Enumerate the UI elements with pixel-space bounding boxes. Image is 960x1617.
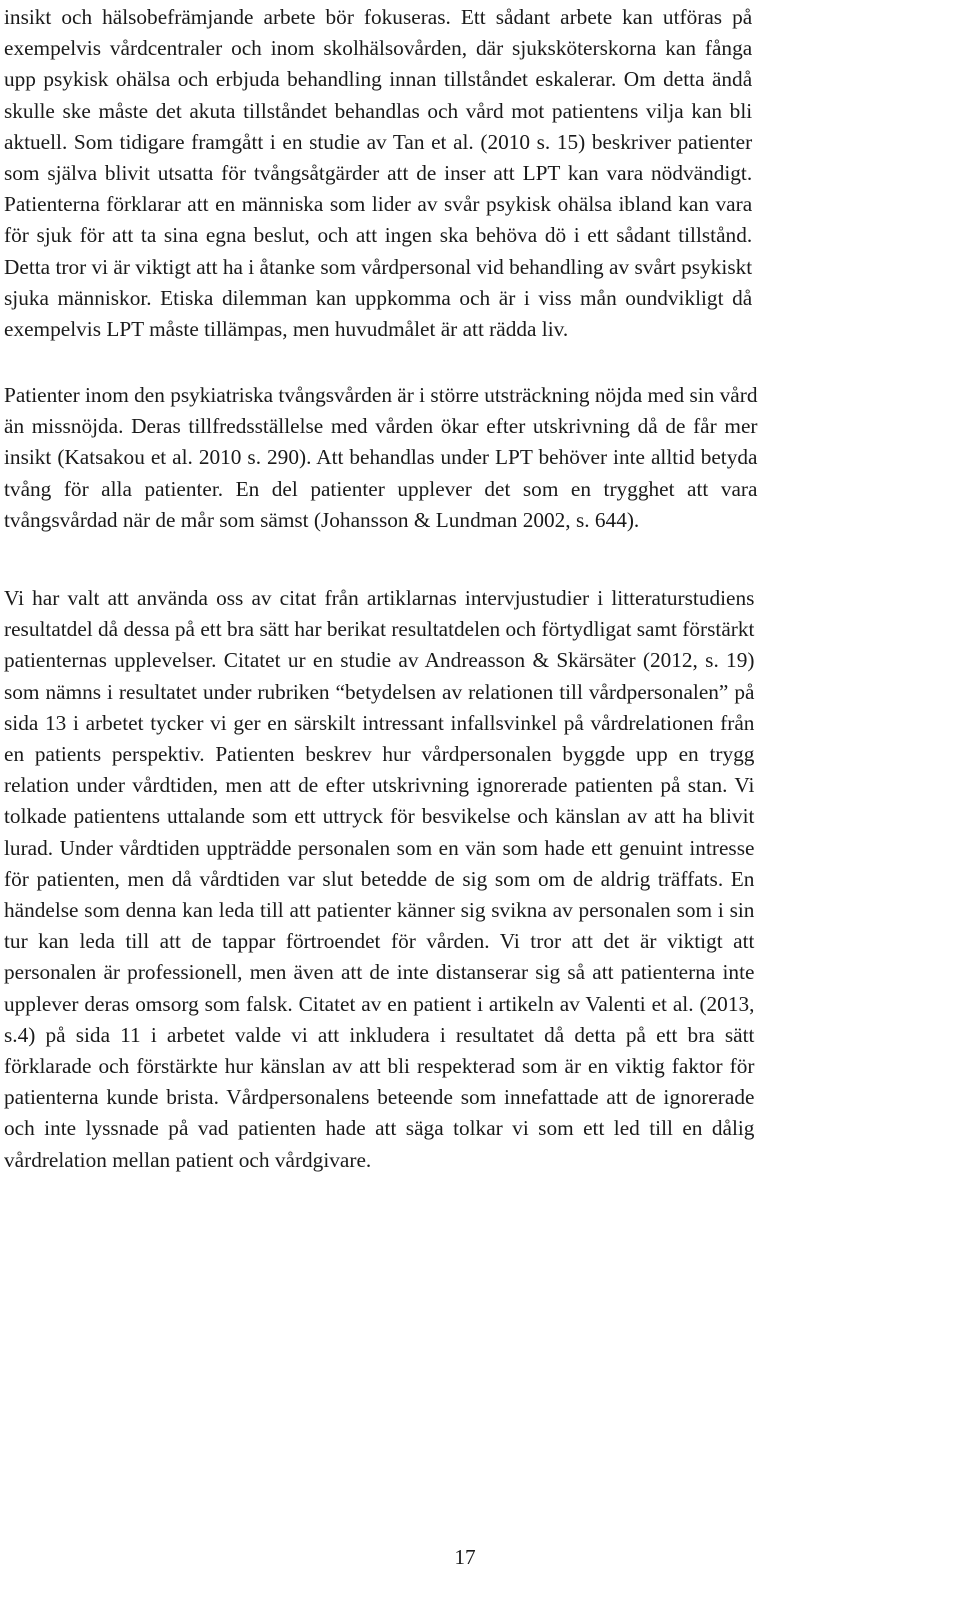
text-line: en patients perspektiv. Patienten beskrev hur vårdpersonalen byggde upp en trygg xyxy=(4,742,755,767)
text-line: för patienten, men då vårdtiden var slut betedde de sig som om de aldrig träffats. En xyxy=(4,866,755,891)
text-line: exempelvis LPT måste tillämpas, men huvudmålet är att rädda liv. xyxy=(4,317,569,342)
text-line: sida 13 i arbetet tycker vi ger en särskilt intressant infallsvinkel på vårdrelationen från xyxy=(4,710,755,735)
text-line: för sjuk för att ta sina egna beslut, och att ingen ska behöva dö i ett sådant tillstånd. xyxy=(4,223,753,248)
text-line: förklarade och förstärkte hur känslan av att bli respekterad som är en viktig faktor för xyxy=(4,1054,755,1079)
text-line: upplever deras omsorg som falsk. Citatet av en patient i artikeln av Valenti et al. (2013, xyxy=(4,991,755,1016)
text-line: och inte lyssnade på vad patienten hade att säga tolkar vi som ett led till en dålig xyxy=(4,1116,755,1141)
text-line: s.4) på sida 11 i arbetet valde vi att inkludera i resultatet då detta på ett bra sätt xyxy=(4,1022,755,1047)
text-line: tur kan leda till att de tappar förtroendet för vården. Vi tror att det är viktigt att xyxy=(4,929,755,954)
text-line: tolkade patientens uttalande som ett uttryck för besvikelse och känslan av att ha blivit xyxy=(4,804,755,829)
text-line: händelse som denna kan leda till att patienter känner sig svikna av personalen som i sin xyxy=(4,898,755,923)
text-line: personalen är professionell, men även att de inte distanserar sig så att patienterna inte xyxy=(4,960,755,985)
text-line: Vi har valt att använda oss av citat från artiklarnas intervjustudier i litteraturstudiens xyxy=(4,586,755,610)
text-line: Detta tror vi är viktigt att ha i åtanke som vårdpersonal vid behandling av svårt psykiskt xyxy=(4,254,753,279)
text-line: relation under vårdtiden, men att de efter utskrivning ignorerade patienten på stan. Vi xyxy=(4,773,755,798)
text-line: insikt (Katsakou et al. 2010 s. 290). Att behandlas under LPT behöver inte alltid betyda xyxy=(4,445,758,470)
text-line: som själva blivit utsatta för tvångsåtgärder att de inser att LPT kan vara nödvändigt. xyxy=(4,161,753,186)
text-line: upp psykisk ohälsa och erbjuda behandling innan tillståndet eskalerar. Om detta ändå xyxy=(4,67,753,92)
text-line: som nämns i resultatet under rubriken “betydelsen av relationen till vårdpersonalen” på xyxy=(4,679,755,704)
text-line: patienterna kunde brista. Vårdpersonalens beteende som innefattade att de ignorerade xyxy=(4,1085,755,1110)
text-line: resultatdel då dessa på ett bra sätt har berikat resultatdelen och förtydligat samt förstärkt xyxy=(4,617,755,642)
text-line: tvång för alla patienter. En del patienter upplever det som en trygghet att vara xyxy=(4,476,758,501)
page-number: 17 xyxy=(454,1545,476,1569)
paragraph-1 xyxy=(4,2,752,345)
text-line: tvångsvårdad när de mår som sämst (Johansson & Lundman 2002, s. 644). xyxy=(4,507,640,532)
text-line: Patienter inom den psykiatriska tvångsvården är i större utsträckning nöjda med sin vård xyxy=(4,383,758,407)
text-line: Patienterna förklarar att en människa som lider av svår psykisk ohälsa ibland kan vara xyxy=(4,192,753,217)
text-line: lurad. Under vårdtiden uppträdde personalen som en vän som hade ett genuint intresse xyxy=(4,835,755,860)
paragraph-2 xyxy=(4,380,757,536)
text-line: skulle ske måste det akuta tillståndet behandlas och vård mot patientens vilja kan bli xyxy=(4,98,753,123)
text-line: sjuka människor. Etiska dilemman kan uppkomma och är i viss mån oundvikligt då xyxy=(4,285,753,310)
text-line: vårdrelation mellan patient och vårdgivare. xyxy=(4,1147,372,1172)
text-line: aktuell. Som tidigare framgått i en studie av Tan et al. (2010 s. 15) beskriver patienter xyxy=(4,129,753,154)
text-line: än missnöjda. Deras tillfredsställelse med vården ökar efter utskrivning då de får mer xyxy=(4,414,758,439)
text-line: exempelvis vårdcentraler och inom skolhälsovården, där sjuksköterskorna kan fånga xyxy=(4,36,753,61)
text-line: patienternas upplevelser. Citatet ur en studie av Andreasson & Skärsäter (2012, s. 19) xyxy=(4,648,755,673)
paragraph-3 xyxy=(4,583,754,1176)
text-line: insikt och hälsobefrämjande arbete bör fokuseras. Ett sådant arbete kan utföras på xyxy=(4,5,753,29)
